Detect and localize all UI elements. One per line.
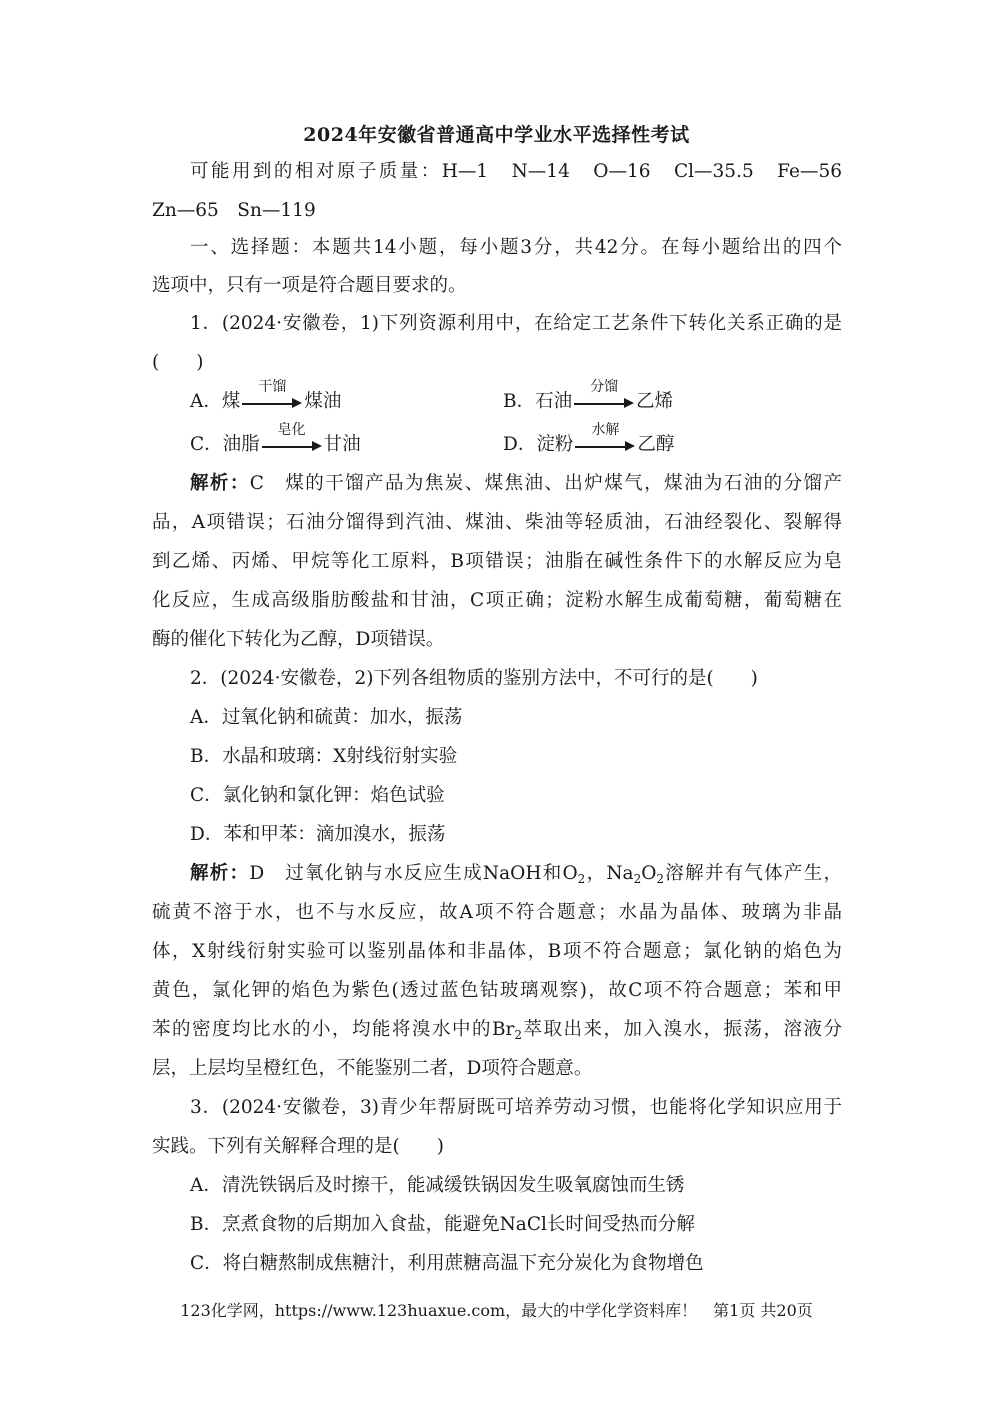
analysis-label: 解析：	[190, 473, 250, 494]
q2-analysis-line3: 体，X射线衍射实验可以鉴别晶体和非晶体，B项不符合题意；氯化钠的焰色为	[152, 941, 842, 962]
subscript: 2	[577, 872, 586, 886]
option-product: 乙烯	[636, 391, 674, 412]
q1-analysis-line4: 化反应，生成高级脂肪酸盐和甘油，C项正确；淀粉水解生成葡萄糖，葡萄糖在	[152, 590, 842, 611]
q3-option-a: A．清洗铁锅后及时擦干，能减缓铁锅因发生吸氧腐蚀而生锈	[190, 1175, 685, 1196]
option-product: 煤油	[304, 391, 342, 412]
analysis-text: 过氧化钠与水反应生成NaOH和O	[285, 863, 578, 884]
q2-option-b: B．水晶和玻璃：X射线衍射实验	[190, 746, 458, 767]
analysis-answer: D	[249, 863, 265, 884]
q2-option-c: C．氯化钠和氯化钾：焰色试验	[190, 785, 445, 806]
analysis-text: O	[641, 863, 657, 884]
arrow-label: 水解	[591, 422, 620, 438]
q1-option-d	[503, 422, 675, 457]
q1-analysis-line5: 酶的催化下转化为乙醇，D项错误。	[152, 629, 445, 650]
analysis-text: ，Na	[585, 863, 634, 884]
q2-option-a: A．过氧化钠和硫黄：加水，振荡	[190, 707, 463, 728]
exam-title: 2024年安徽省普通高中学业水平选择性考试	[303, 124, 690, 146]
q1-stem-line1: 1．(2024·安徽卷，1)下列资源利用中，在给定工艺条件下转化关系正确的是	[190, 313, 842, 334]
option-prefix: A．煤	[190, 391, 241, 412]
subscript: 2	[633, 872, 642, 886]
q2-analysis-line6: 层，上层均呈橙红色，不能鉴别二者，D项符合题意。	[152, 1058, 593, 1079]
q2-analysis-line1	[190, 862, 842, 891]
q2-analysis-line2: 硫黄不溶于水，也不与水反应，故A项不符合题意；水晶为晶体、玻璃为非晶	[152, 902, 842, 923]
option-product: 乙醇	[637, 434, 675, 455]
section-heading-line1: 一、选择题：本题共14小题，每小题3分，共42分。在每小题给出的四个	[190, 237, 842, 258]
analysis-text: 煤的干馏产品为焦炭、煤焦油、出炉煤气，煤油为石油的分馏产	[285, 473, 842, 494]
subscript: 2	[514, 1028, 523, 1042]
q2-option-d: D．苯和甲苯：滴加溴水，振荡	[190, 824, 446, 845]
analysis-text: 溶解并有气体产生，	[664, 863, 842, 884]
analysis-text: 萃取出来，加入溴水，振荡，溶液分	[522, 1019, 842, 1040]
arrow-label: 分馏	[590, 379, 619, 395]
reaction-arrow-icon	[575, 422, 635, 457]
arrow-label: 干馏	[258, 379, 287, 395]
q1-analysis-line3: 到乙烯、丙烯、甲烷等化工原料，B项错误；油脂在碱性条件下的水解反应为皂	[152, 551, 842, 572]
q2-analysis-line5	[152, 1018, 842, 1047]
q1-option-a	[190, 379, 342, 414]
reaction-arrow-icon	[574, 379, 634, 414]
q1-option-b	[503, 379, 674, 414]
q2-stem: 2．(2024·安徽卷，2)下列各组物质的鉴别方法中，不可行的是( )	[190, 668, 758, 689]
q1-option-c	[190, 422, 361, 457]
q1-stem-line2: ( )	[152, 352, 204, 373]
reaction-arrow-icon	[242, 379, 302, 414]
analysis-text: 苯的密度均比水的小，均能将溴水中的Br	[152, 1019, 515, 1040]
q1-analysis-line1	[190, 472, 842, 496]
option-product: 甘油	[323, 434, 361, 455]
option-prefix: C．油脂	[190, 434, 260, 455]
q3-option-b: B．烹煮食物的后期加入食盐，能避免NaCl长时间受热而分解	[190, 1214, 695, 1235]
atomic-mass-line2: Zn—65 Sn—119	[152, 200, 316, 221]
q3-option-c: C．将白糖熬制成焦糖汁，利用蔗糖高温下充分炭化为食物增色	[190, 1253, 704, 1274]
section-heading-line2: 选项中，只有一项是符合题目要求的。	[152, 275, 467, 296]
q3-stem-line1: 3．(2024·安徽卷，3)青少年帮厨既可培养劳动习惯，也能将化学知识应用于	[190, 1097, 842, 1118]
analysis-answer: C	[249, 473, 264, 494]
q2-analysis-line4: 黄色，氯化钾的焰色为紫色(透过蓝色钴玻璃观察)，故C项不符合题意；苯和甲	[152, 980, 842, 1001]
option-prefix: B．石油	[503, 391, 573, 412]
reaction-arrow-icon	[262, 422, 322, 457]
atomic-mass-line1: 可能用到的相对原子质量：H—1 N—14 O—16 Cl—35.5 Fe—56	[190, 161, 842, 182]
q1-analysis-line2: 品，A项错误；石油分馏得到汽油、煤油、柴油等轻质油，石油经裂化、裂解得	[152, 512, 842, 533]
q3-stem-line2: 实践。下列有关解释合理的是( )	[152, 1136, 444, 1157]
page-footer: 123化学网，https://www.123huaxue.com，最大的中学化学资料库！ 第1页 共20页	[180, 1301, 813, 1320]
arrow-label: 皂化	[277, 422, 306, 438]
analysis-label: 解析：	[190, 863, 250, 884]
subscript: 2	[656, 872, 665, 886]
option-prefix: D．淀粉	[503, 434, 574, 455]
